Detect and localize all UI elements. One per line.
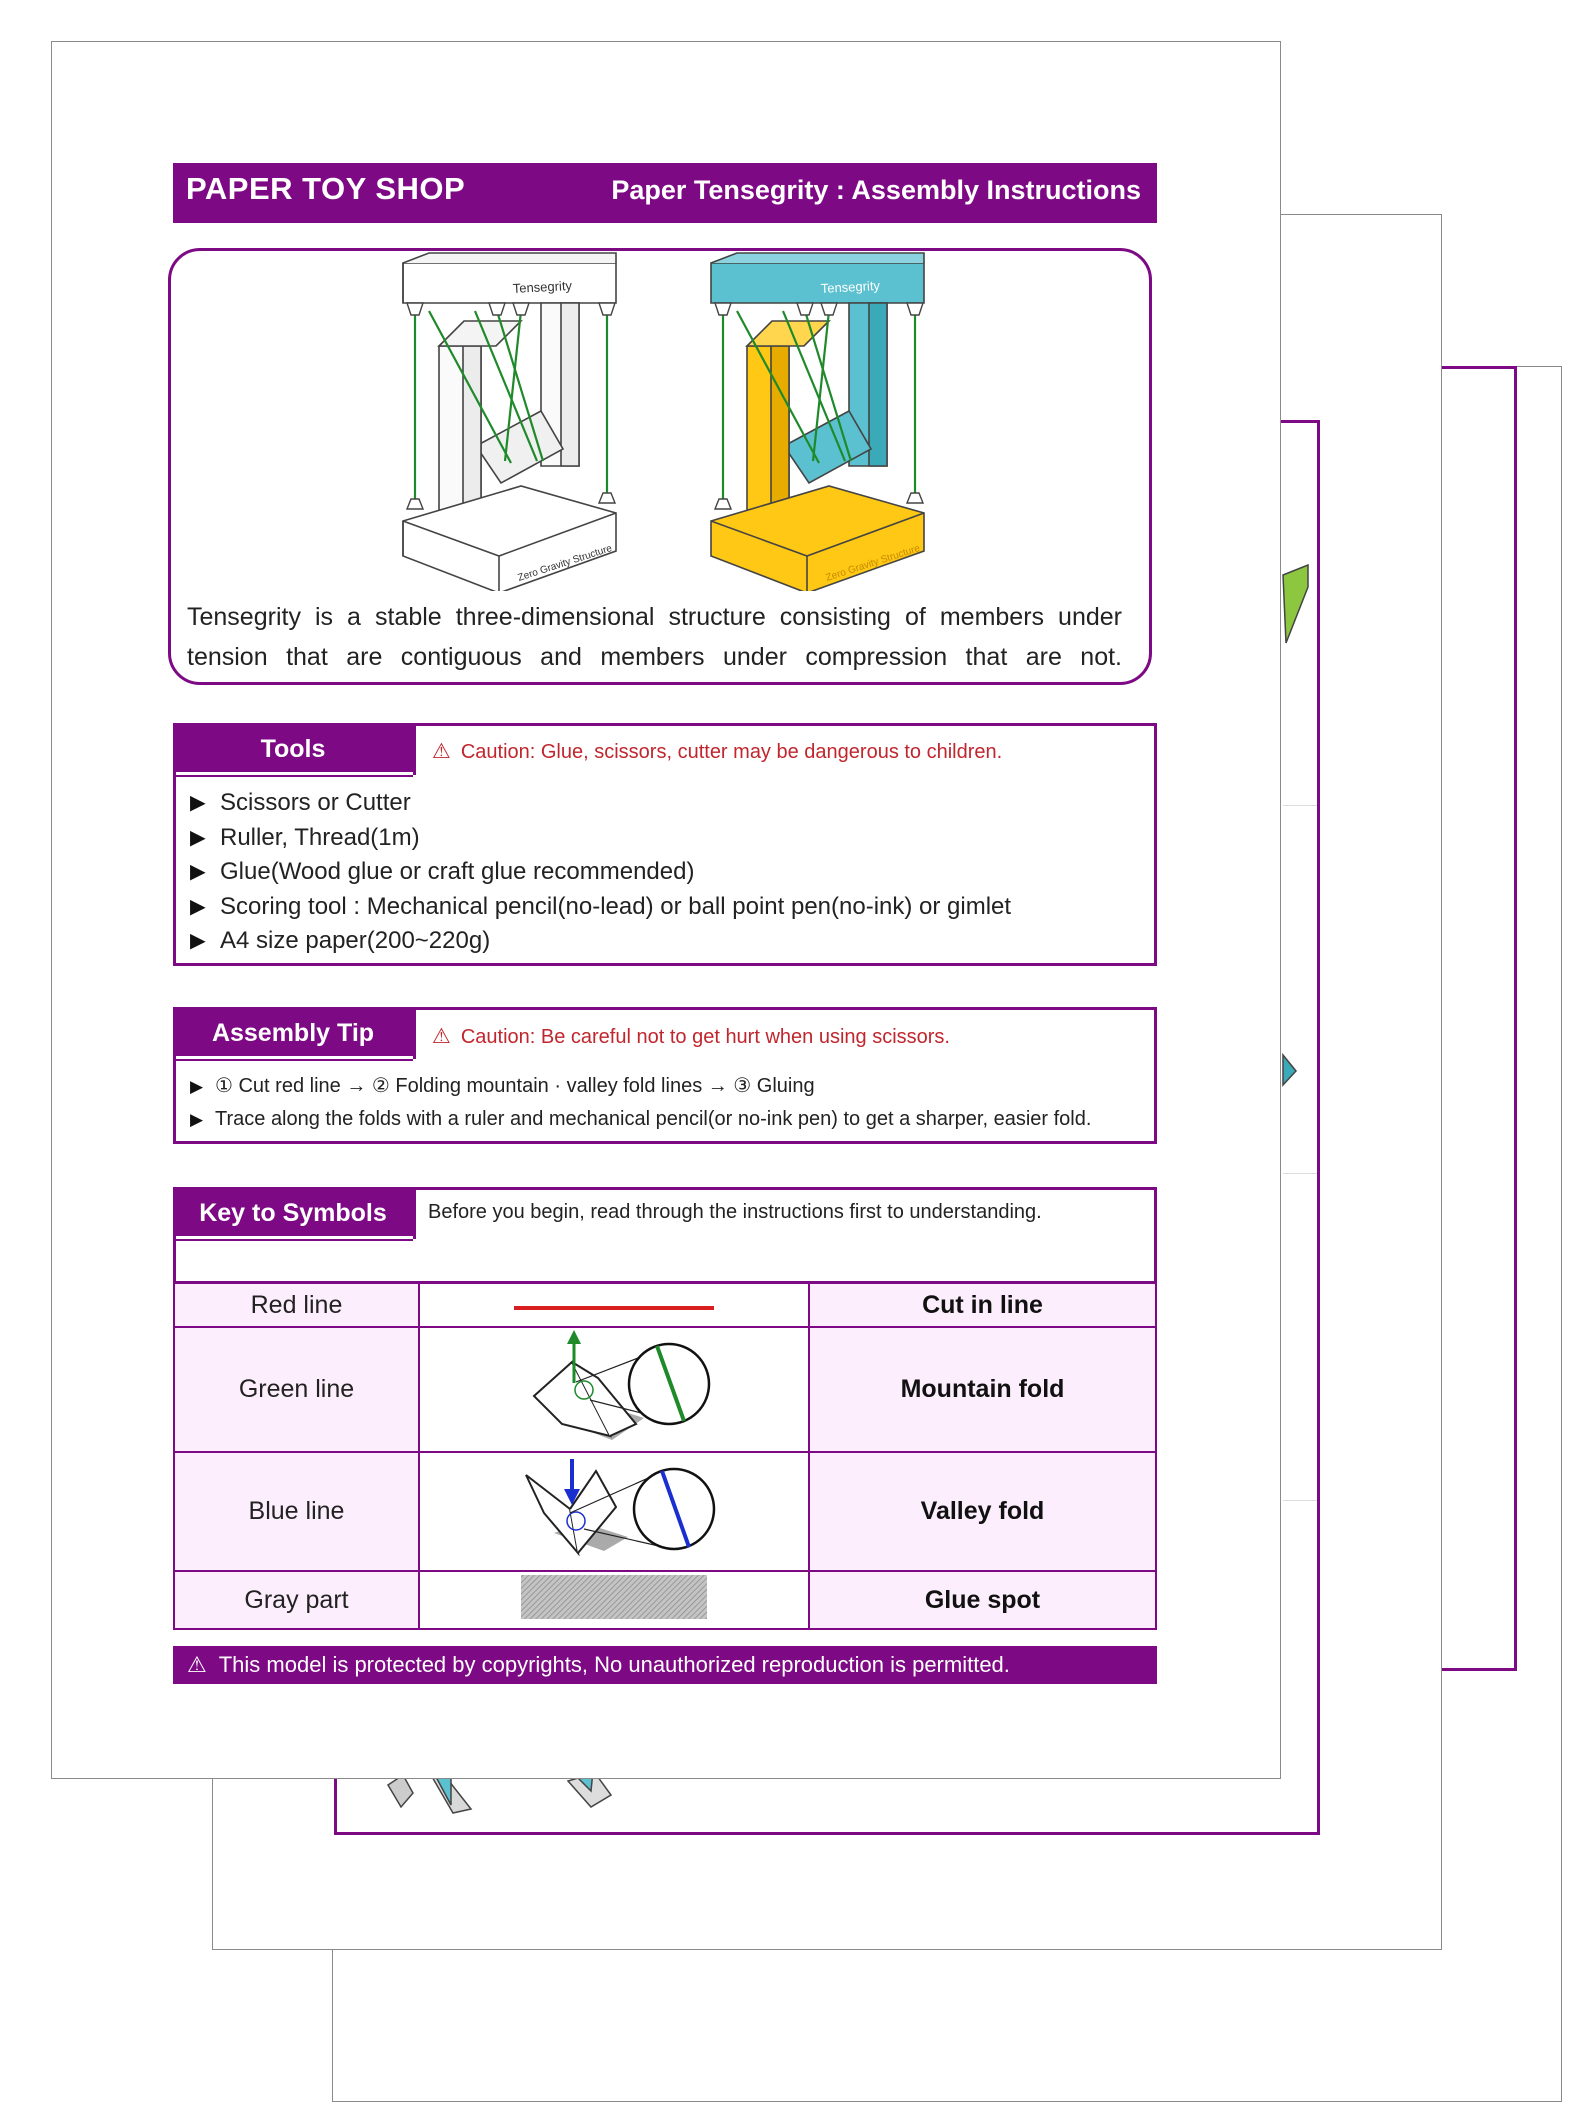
copyright-banner-text [187,1652,1010,1678]
symbol-meaning: Mountain fold [809,1327,1156,1452]
mountain-fold-icon [514,1328,714,1444]
symbol-sample [419,1327,809,1452]
list-item: ▶ ① Cut red line → ② Folding mountain · valley fold lines → ③ Gluing [186,1070,1091,1103]
intro-description: Tensegrity is a stable three-dimensional structure consisting of members under tension that are contiguous and members under compression that are not. [187,603,1122,671]
table-row [174,1327,1156,1452]
symbol-name: Green line [174,1327,419,1452]
key-to-symbols-heading: Key to Symbols [173,1190,413,1236]
warning-icon: ⚠ [432,1025,451,1048]
symbol-meaning: Cut in line [809,1283,1156,1327]
model-label-left: Tensegrity [512,277,573,296]
list-item: ▶ Scissors or Cutter [186,786,1011,821]
key-note: Before you begin, read through the instructions first to understanding. [428,1201,1042,1223]
list-item: ▶ Scoring tool : Mechanical pencil(no-lead) or ball point pen(no-ink) or gimlet [186,890,1011,925]
table-row [174,1452,1156,1571]
model-label-right: Tensegrity [820,277,881,296]
tools-caution [432,739,1002,764]
symbol-meaning: Glue spot [809,1571,1156,1629]
brand-name: PAPER TOY SHOP [186,171,466,206]
intro-panel [168,248,1152,685]
assembly-caution-text: Caution: Be careful not to get hurt when using scissors. [460,1026,950,1048]
page-title: Paper Tensegrity : Assembly Instructions [611,175,1141,205]
table-row [174,1571,1156,1629]
instruction-page [51,41,1281,1779]
tools-list [186,786,1011,959]
tensegrity-model-illustration [171,251,1149,591]
list-item: ▶ Glue(Wood glue or craft glue recommended) [186,855,1011,890]
table-row [174,1283,1156,1327]
list-item: ▶ Ruller, Thread(1m) [186,821,1011,856]
warning-icon: ⚠ [187,1652,207,1677]
assembly-tip-heading: Assembly Tip [173,1010,413,1056]
tools-caution-divider [413,723,416,775]
symbol-name: Blue line [174,1452,419,1571]
assembly-caution-divider [413,1007,416,1059]
symbol-meaning: Valley fold [809,1452,1156,1571]
assembly-tip-list [186,1070,1091,1136]
symbol-name: Red line [174,1283,419,1327]
key-to-symbols-table [173,1282,1157,1630]
red-line-sample [514,1303,714,1313]
model-base-label-right: Zero Gravity Structure [824,542,922,584]
symbol-sample [419,1452,809,1571]
assembly-caution [432,1024,950,1049]
tools-caution-text: Caution: Glue, scissors, cutter may be dangerous to children. [460,741,1003,763]
valley-fold-icon [504,1453,724,1563]
warning-icon: ⚠ [432,740,451,763]
list-item: ▶ A4 size paper(200~220g) [186,924,1011,959]
glue-spot-sample [519,1573,709,1621]
symbol-sample [419,1571,809,1629]
list-item: ▶ Trace along the folds with a ruler and mechanical pencil(or no-ink pen) to get a sharper, easier fold. [186,1103,1091,1136]
tools-heading: Tools [173,726,413,772]
key-note-divider [413,1187,416,1239]
symbol-sample [419,1283,809,1327]
copyright-banner [173,1646,1157,1684]
model-base-label-left: Zero Gravity Structure [516,542,614,584]
page-header [173,163,1157,223]
symbol-name: Gray part [174,1571,419,1629]
copyright-text: This model is protected by copyrights, No unauthorized reproduction is permitted. [218,1652,1010,1677]
